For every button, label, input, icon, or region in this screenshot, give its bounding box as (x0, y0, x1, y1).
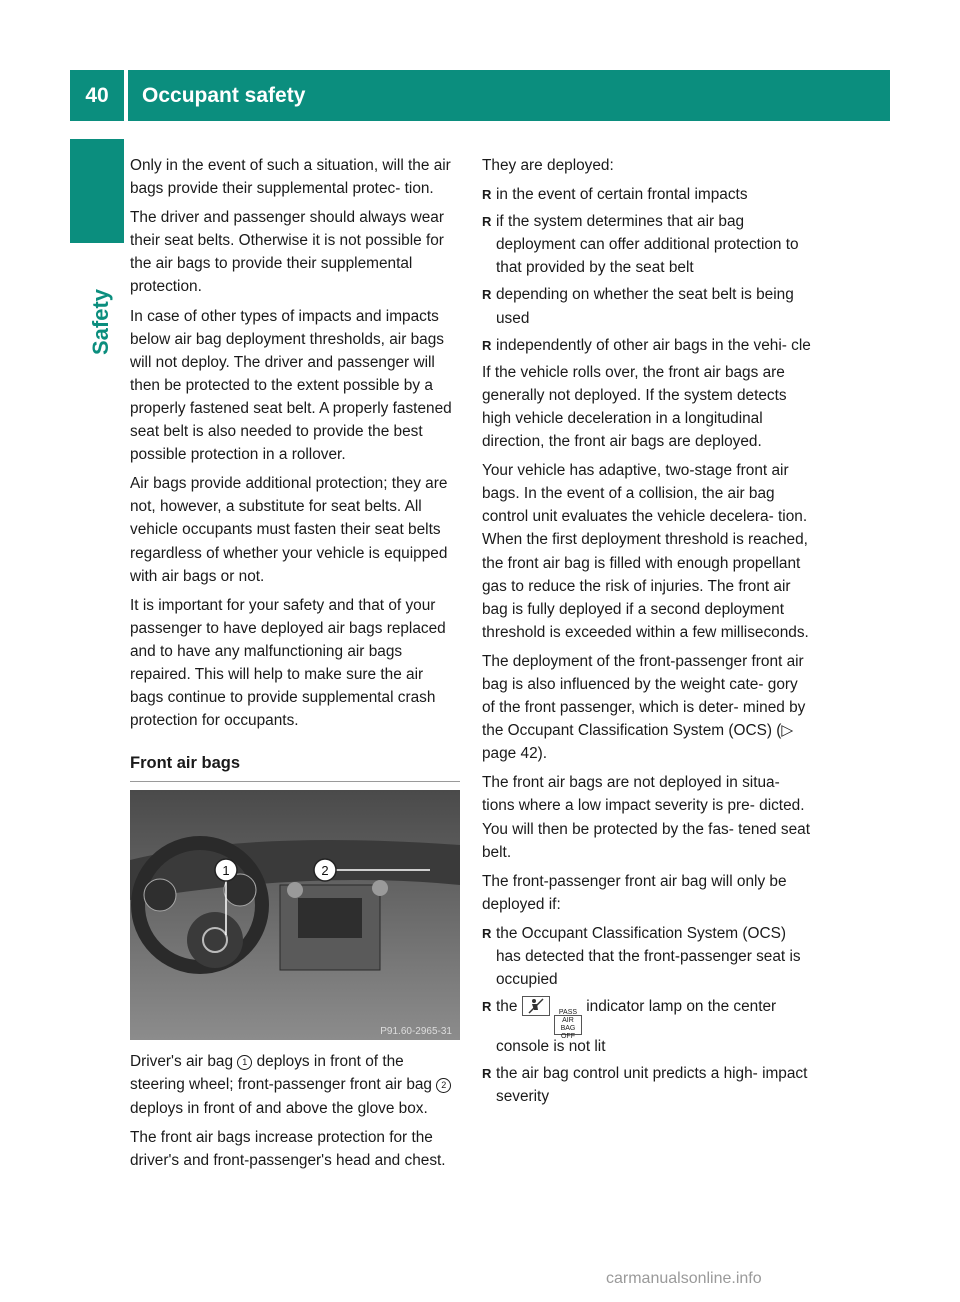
section-tab-label: Safety (88, 288, 113, 355)
paragraph: The front air bags are not deployed in situa- tions where a low impact severity is pre- dicted. You will then be protected by the fas- tened seat belt. (482, 774, 810, 861)
callout-2-symbol: 2 (436, 1078, 451, 1093)
list-item: R if the system determines that air bag deployment can offer additional protection to that provided by the seat belt (482, 213, 799, 277)
paragraph: Air bags provide additional protection; they are not, however, a substitute for seat belts. All vehicle occupants must fasten their seat belts regardless of whether your vehicle is equipped with air bags or not. (130, 475, 448, 585)
page-reference-arrow-icon: ▷ (781, 722, 794, 740)
page-title: Occupant safety (142, 84, 306, 107)
paragraph: In case of other types of impacts and impacts below air bag deployment thresholds, air bags will not deploy. The driver and passenger will then be protected to the extent possible by a properly fastened seat belt. A properly fastened seat belt is also needed to provide the best possible protection in a rollover. (130, 307, 452, 464)
callout-2: 2 (321, 863, 329, 879)
list-item: R depending on whether the seat belt is being used (482, 286, 794, 327)
header-divider (124, 70, 128, 121)
callout-1: 1 (222, 863, 230, 879)
list-item: R in the event of certain frontal impacts (482, 186, 748, 204)
section-tab-block (70, 139, 124, 243)
page-number: 40 (85, 83, 109, 107)
passenger-airbag-conditions-list (482, 922, 812, 1109)
callout-1-symbol: 1 (237, 1055, 252, 1070)
airbag-off-symbol-icon (522, 996, 550, 1016)
paragraph: The deployment of the front-passenger front air bag is also influenced by the weight cate- gory of the front passenger, which is deter- mined by the Occupant Classification System (OCS) (▷ page 42). (482, 652, 806, 763)
page-reference-link[interactable]: page 42). (482, 745, 548, 763)
paragraph: The driver and passenger should always wear their seat belts. Otherwise it is not possible for the air bags to provide their supplemental protection. (130, 209, 444, 296)
figure-code: P91.60-2965-31 (380, 1026, 452, 1038)
pass-airbag-off-lamp-icon: PASS AIR BAG OFF (554, 1015, 582, 1035)
watermark: carmanualsonline.info (606, 1270, 762, 1287)
paragraph: The front-passenger front air bag will only be deployed if: (482, 872, 787, 913)
deployment-conditions-list (482, 183, 812, 357)
paragraph: The front air bags increase protection for the driver's and front-passenger's head and chest. (130, 1128, 446, 1169)
list-item: R the Occupant Classification System (OCS) has detected that the front-passenger seat is occupied (482, 924, 801, 989)
list-item: R the PASS AIR BAG OFF indicator lamp on the center console is not lit (482, 998, 777, 1056)
paragraph: It is important for your safety and that of your passenger to have deployed air bags replaced and to have any malfunctioning air bags repaired. This will help to make sure the air bags continue to provide supplemental crash protection for occupants. (130, 596, 446, 730)
paragraph: Only in the event of such a situation, will the air bags provide their supplemental protec- tion. (130, 157, 451, 198)
dashboard-illustration (130, 790, 460, 1040)
left-column (130, 154, 460, 1178)
paragraph: They are deployed: (482, 157, 614, 174)
paragraph: Your vehicle has adaptive, two-stage front air bags. In the event of a collision, the air bag control unit evaluates the vehicle decelera- tion. When the first deployment threshold is reached, the front air bag is filled with enough propellant gas to reduce the risk of injuries. The front air bag is fully deployed if a second deployment threshold is exceeded within a few milliseconds. (482, 462, 809, 641)
section-heading: Front air bags (130, 752, 460, 782)
list-item: R independently of other air bags in the vehi- cle (482, 336, 811, 354)
paragraph: If the vehicle rolls over, the front air bags are generally not deployed. If the system detects high vehicle deceleration in a longitudinal direction, the front air bags are deployed. (482, 363, 787, 451)
dashboard-figure (130, 790, 460, 1040)
figure-caption: Driver's air bag 1 deploys in front of the steering wheel; front-passenger front air bag 2 deploys in front of and above the glove box. (130, 1050, 460, 1119)
right-column (482, 154, 812, 1112)
list-item: R the air bag control unit predicts a high- impact severity (482, 1065, 808, 1106)
